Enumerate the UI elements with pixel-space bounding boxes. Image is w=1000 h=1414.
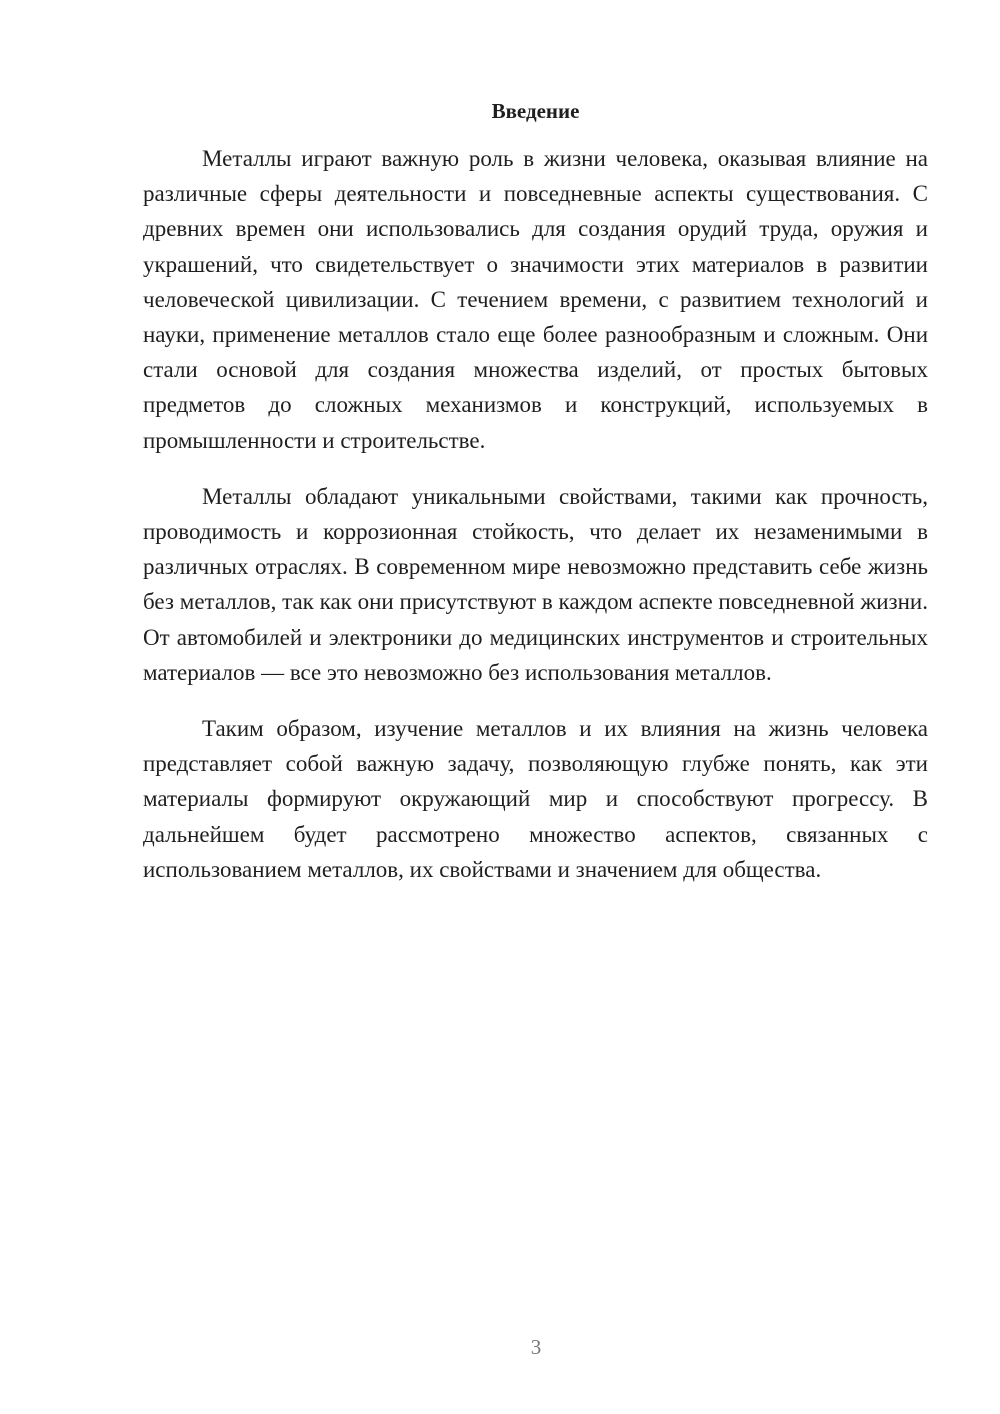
page-content — [143, 96, 928, 908]
page-number: 3 — [530, 1335, 542, 1359]
paragraph-2: Металлы обладают уникальными свойствами, такими как прочность, проводимость и коррозионная стойкость, что делает их незаменимыми в различных отраслях. В современном мире невозможно представить себе жизнь без металлов, так как они присутствуют в каждом аспекте повседневной жизни. От автомобилей и электроники до медицинских инструментов и строительных материалов — все это невозможно без использования металлов. — [143, 483, 928, 685]
paragraph-3: Таким образом, изучение металлов и их влияния на жизнь человека представляет собой важную задачу, позволяющую глубже понять, как эти материалы формируют окружающий мир и способствуют прогрессу. В дальнейшем будет рассмотрено множество аспектов, связанных с использованием металлов, их свойствами и значением для общества. — [143, 716, 928, 882]
section-title: Введение — [491, 99, 580, 123]
paragraph-1: Металлы играют важную роль в жизни человека, оказывая влияние на различные сферы деятельности и повседневные аспекты существования. С древних времен они использовались для создания орудий труда, оружия и украшений, что свидетельствует о значимости этих материалов в развитии человеческой цивилизации. С течением времени, с развитием технологий и науки, применение металлов стало еще более разнообразным и сложным. Они стали основой для создания множества изделий, от простых бытовых предметов до сложных механизмов и конструкций, используемых в промышленности и строительстве. — [143, 146, 928, 453]
